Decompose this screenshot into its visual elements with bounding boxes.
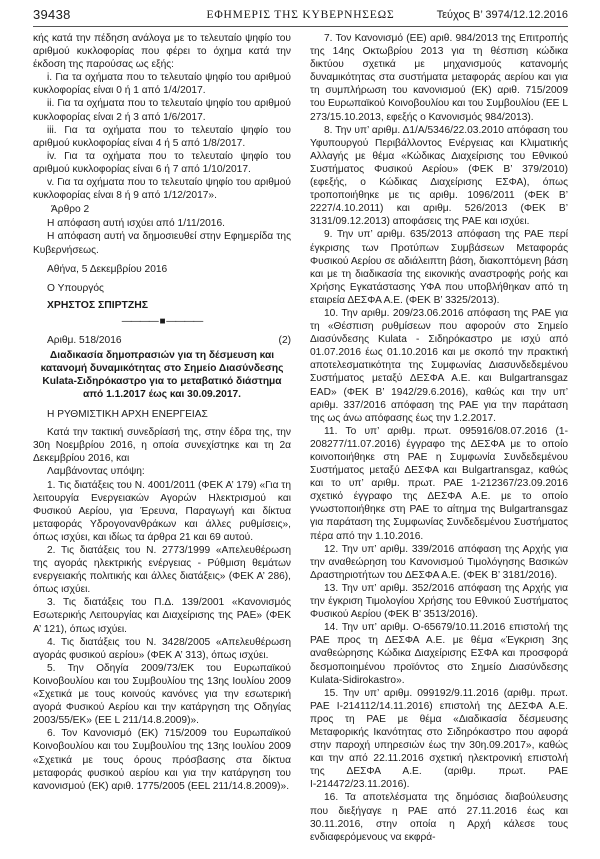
- consideration-paragraph: 12. Την υπ’ αριθμ. 339/2016 απόφαση της Αρχής για την αναθεώρηση του Κανονισμού Τιμολόγησης Βασικών Δραστηριοτήτων του ΔΕΣΦΑ Α.Ε. (ΦΕΚ Β’ 3181/2016).: [310, 543, 568, 581]
- consideration-paragraph: 10. Την αριθμ. 209/23.06.2016 απόφαση της ΡΑΕ για τη «Θέσπιση ρυθμίσεων που αφορούν στο Σημείο Διασύνδεσης Kulata - Σιδηρόκαστρο με ισχύ από 01.07.2016 έως 01.10.2016 και με σκοπό την πρακτική αποτελεσματικότητα της Συμφωνίας Διασυνδεδεμένου Συστήματος μεταξύ ΔΕΣΦΑ Α.Ε. και Bulgartransgaz EAD» (ΦΕΚ Β’ 1942/29.6.2016), καθώς και την υπ’ αριθμ. 337/2016 απόφαση της ΡΑΕ για την παράταση της ως άνω απόφασης έως την 1.2.2017.: [310, 307, 568, 424]
- consideration-paragraph: 6. Τον Κανονισμό (ΕΚ) 715/2009 του Ευρωπαϊκού Κοινοβουλίου και του Συμβουλίου της 13ης Ιουλίου 2009 «Σχετικά με τους όρους πρόσβασης στα δίκτυα μεταφοράς φυσικού αερίου και για την κατάργηση του κανονισμού (ΕΚ) αριθ. 1775/2005 (ΕΕL 211/14.8.2009)».: [33, 728, 291, 792]
- left-column: [33, 32, 291, 793]
- article-heading: Άρθρο 2: [51, 204, 90, 216]
- minister-name: ΧΡΗΣΤΟΣ ΣΠΙΡΤΖΗΣ: [47, 299, 148, 311]
- gazette-title: ΕΦΗΜΕΡΙΣ ΤΗΣ ΚΥΒΕΡΝΗΣΕΩΣ: [206, 9, 395, 21]
- consideration-paragraph: 2. Τις διατάξεις του Ν. 2773/1999 «Απελευθέρωση της αγοράς ηλεκτρικής ενέργειας - Ρύθμιση θεμάτων ενεργειακής πολιτικής και άλλες διατάξεις» (ΦΕΚ Α’ 286), όπως ισχύει.: [33, 545, 291, 596]
- page-number: 39438: [33, 7, 71, 22]
- decision-number: Αριθμ. 518/2016: [47, 334, 122, 346]
- place-date: Αθήνα, 5 Δεκεμβρίου 2016: [47, 263, 168, 275]
- section-divider: ———— ■ ————: [121, 315, 203, 327]
- consideration-paragraph: 4. Τις διατάξεις του Ν. 3428/2005 «Απελευθέρωση αγοράς φυσικού αερίου» (ΦΕΚ Α’ 313), όπως ισχύει.: [33, 636, 291, 661]
- list-item: i. Για τα οχήματα που το τελευταίο ψηφίο του αριθμού κυκλοφορίας είναι 0 ή 1 από 1/4/2017.: [33, 72, 291, 97]
- consideration-paragraph: 13. Την υπ’ αριθμ. 352/2016 απόφαση της Αρχής για την έγκριση Τιμολογίου Χρήσης του Εθνικού Συστήματος Φυσικού Αερίου (ΦΕΚ Β’ 3513/2016).: [310, 582, 568, 621]
- list-item: iii. Για τα οχήματα που το τελευταίο ψηφίο του αριθμού κυκλοφορίας είναι 4 ή 5 από 1/8/2017.: [33, 124, 291, 149]
- consideration-paragraph: 11. Το υπ’ αριθμ. πρωτ. 095916/08.07.2016 (1-208277/11.07.2016) έγγραφο της ΔΕΣΦΑ με το οποίο κοινοποιήθηκε στη ΡΑΕ η Συμφωνία Συνδεδεμένου Συστήματος μεταξύ ΔΕΣΦΑ και Bulgartransgaz, καθώς και το υπ’ αριθμ. πρωτ. ΡΑΕ 1-212367/23.09.2016 σχετικό έγγραφο της ΔΕΣΦΑ Α.Ε. με το οποίο γνωστοποιήθηκε στη ΡΑΕ το αίτημα της Bulgartransgaz για παράταση της Συμφωνίας Συνδεδεμένου Συστήματος πέρα από την 1.10.2016.: [310, 425, 568, 542]
- consideration-paragraph: 3. Τις διατάξεις του Π.Δ. 139/2001 «Κανονισμός Εσωτερικής Λειτουργίας και Διαχείρισης της ΡΑΕ» (ΦΕΚ Α’ 121), όπως ισχύει.: [33, 597, 291, 635]
- list-item: iv. Για τα οχήματα που το τελευταίο ψηφίο του αριθμού κυκλοφορίας είναι 6 ή 7 από 1/10/2017.: [33, 150, 291, 175]
- article-paragraph: Η απόφαση αυτή ισχύει από 1/11/2016.: [47, 218, 225, 230]
- session-paragraph: Κατά την τακτική συνεδρίασή της, στην έδρα της, την 30η Νοεμβρίου 2016, η οποία συνεχίστηκε και τη 2α Δεκεμβρίου 2016, και: [33, 427, 291, 465]
- consideration-paragraph: 16. Τα αποτελέσματα της δημόσιας διαβούλευσης που διεξήγαγε η ΡΑΕ από 27.11.2016 έως και 30.11.2016, στην οποία η Αρχή κάλεσε τους ενδιαφερόμενους να εκφρά-: [310, 792, 568, 843]
- continued-text: κής κατά την πέδηση ανάλογα με το τελευταίο ψηφίο του αριθμού κυκλοφορίας που φέρει το όχημα κατά την έκδοση της παρούσας ως εξής:: [33, 33, 291, 71]
- consideration-paragraph: 8. Την υπ’ αριθμ. Δ1/Α/5346/22.03.2010 απόφαση του Υφυπουργού Περιβάλλοντος Ενέργειας και Κλιματικής Αλλαγής με θέμα «Κώδικας Διαχείρισης του Εθνικού Συστήματος Φυσικού Αερίου» (ΦΕΚ Β’ 379/2010) (εφεξής, ο Κώδικας Διαχείρισης ΕΣΦΑ), όπως τροποποιήθηκε με τις αριθμ. 1096/2011 (ΦΕΚ Β’ 2227/4.10.2011) και αριθμ. 526/2013 (ΦΕΚ Β’ 3131/09.12.2013) αποφάσεις της ΡΑΕ και ισχύει.: [310, 124, 568, 228]
- right-column: [310, 32, 568, 844]
- list-item: ii. Για τα οχήματα που το τελευταίο ψηφίο του αριθμού κυκλοφορίας είναι 2 ή 3 από 1/6/2017.: [33, 98, 291, 123]
- minister-role: Ο Υπουργός: [47, 282, 104, 294]
- article-paragraph: Η απόφαση αυτή να δημοσιευθεί στην Εφημερίδα της Κυβερνήσεως.: [33, 231, 291, 256]
- consideration-paragraph: 5. Την Οδηγία 2009/73/ΕΚ του Ευρωπαϊκού Κοινοβουλίου και του Συμβουλίου της 13ης Ιουλίου 2009 «Σχετικά με τους κοινούς κανόνες για την εσωτερική αγορά Φυσικού Αερίου και την κατάργηση της Οδηγίας 2003/55/ΕΚ» (ΕΕ L 211/14.8.2009)».: [33, 662, 291, 727]
- consideration-paragraph: 15. Την υπ’ αριθμ. 099192/9.11.2016 (αριθμ. πρωτ. ΡΑΕ Ι-214112/14.11.2016) επιστολή της ΔΕΣΦΑ Α.Ε. προς τη ΡΑΕ με θέμα «Διαδικασία δέσμευσης Μεταφορικής Ικανότητας στο Σιδηρόκαστρο που αφορά στην παροχή υπηρεσιών έως την 30η.09.2017», καθώς και την από 22.11.2016 σχετική ηλεκτρονική επιστολή της ΔΕΣΦΑ Α.Ε. (αριθμ. πρωτ. ΡΑΕ Ι-214472/23.11.2016).: [310, 687, 568, 791]
- body-columns: [33, 32, 568, 858]
- consideration-paragraph: 1. Τις διατάξεις του Ν. 4001/2011 (ΦΕΚ Α’ 179) «Για τη λειτουργία Ενεργειακών Αγορών Ηλεκτρισμού και Φυσικού Αερίου, για Έρευνα, Παραγωγή και δίκτυα μεταφοράς Υδρογονανθράκων και άλλες ρυθμίσεις», όπως ισχύει, και ιδίως τα άρθρα 21 και 69 αυτού.: [33, 479, 291, 543]
- decision-ref: (2): [278, 334, 291, 346]
- considering-label: Λαμβάνοντας υπόψη:: [47, 466, 145, 478]
- consideration-paragraph: 14. Την υπ’ αριθμ. Ο-65679/10.11.2016 επιστολή της ΡΑΕ προς τη ΔΕΣΦΑ Α.Ε. με θέμα «Έγκριση 3ης αναθεώρησης Κώδικα Διαχείρισης ΕΣΦΑ και προσφορά δεσμοποιημένου προϊόντος στο Σημείο Διασύνδεσης Kulata-Sidirokastro».: [310, 622, 568, 686]
- issue-reference: Τεύχος Β’ 3974/12.12.2016: [436, 9, 568, 21]
- consideration-paragraph: 7. Τον Κανονισμό (ΕΕ) αριθ. 984/2013 της Επιτροπής της 14ης Οκτωβρίου 2013 για τη θέσπιση κώδικα δικτύου σχετικά με μηχανισμούς κατανομής δυναμικότητας στα συστήματα μεταφοράς αερίου και για τη συμπλήρωση του κανονισμού (ΕΚ) αριθ. 715/2009 του Ευρωπαϊκού Κοινοβουλίου και του Συμβουλίου (ΕΕ L 273/15.10.2013, εφεξής ο Κανονισμός 984/2013).: [310, 33, 568, 123]
- decision-header: [33, 334, 291, 347]
- consideration-paragraph: 9. Την υπ’ αριθμ. 635/2013 απόφαση της ΡΑΕ περί έγκρισης των Προτύπων Συμβάσεων Μεταφοράς Φυσικού Αερίου σε αδιάλειπτη βάση, διακοπτόμενη βάση και με τη διαδικασία της εικονικής αναστροφής ροής και Χρήσης Εγκατάστασης ΥΦΑ που υποβλήθηκαν από τη εταιρεία ΔΕΣΦΑ Α.Ε. (ΦΕΚ Β’ 3325/2013).: [310, 229, 568, 306]
- page-header: [33, 6, 568, 27]
- decision-title: Διαδικασία δημοπρασιών για τη δέσμευση και κατανομή δυναμικότητας στο Σημείο Διασύνδεσης Kulata-Σιδηρόκαστρο για το μεταβατικό διάστημα από 1.1.2017 έως και 30.09.2017.: [40, 350, 284, 401]
- authority-heading: Η ΡΥΘΜΙΣΤΙΚΗ ΑΡΧΗ ΕΝΕΡΓΕΙΑΣ: [47, 409, 208, 421]
- list-item: v. Για τα οχήματα που το τελευταίο ψηφίο του αριθμού κυκλοφορίας είναι 8 ή 9 από 1/12/2017».: [33, 177, 291, 202]
